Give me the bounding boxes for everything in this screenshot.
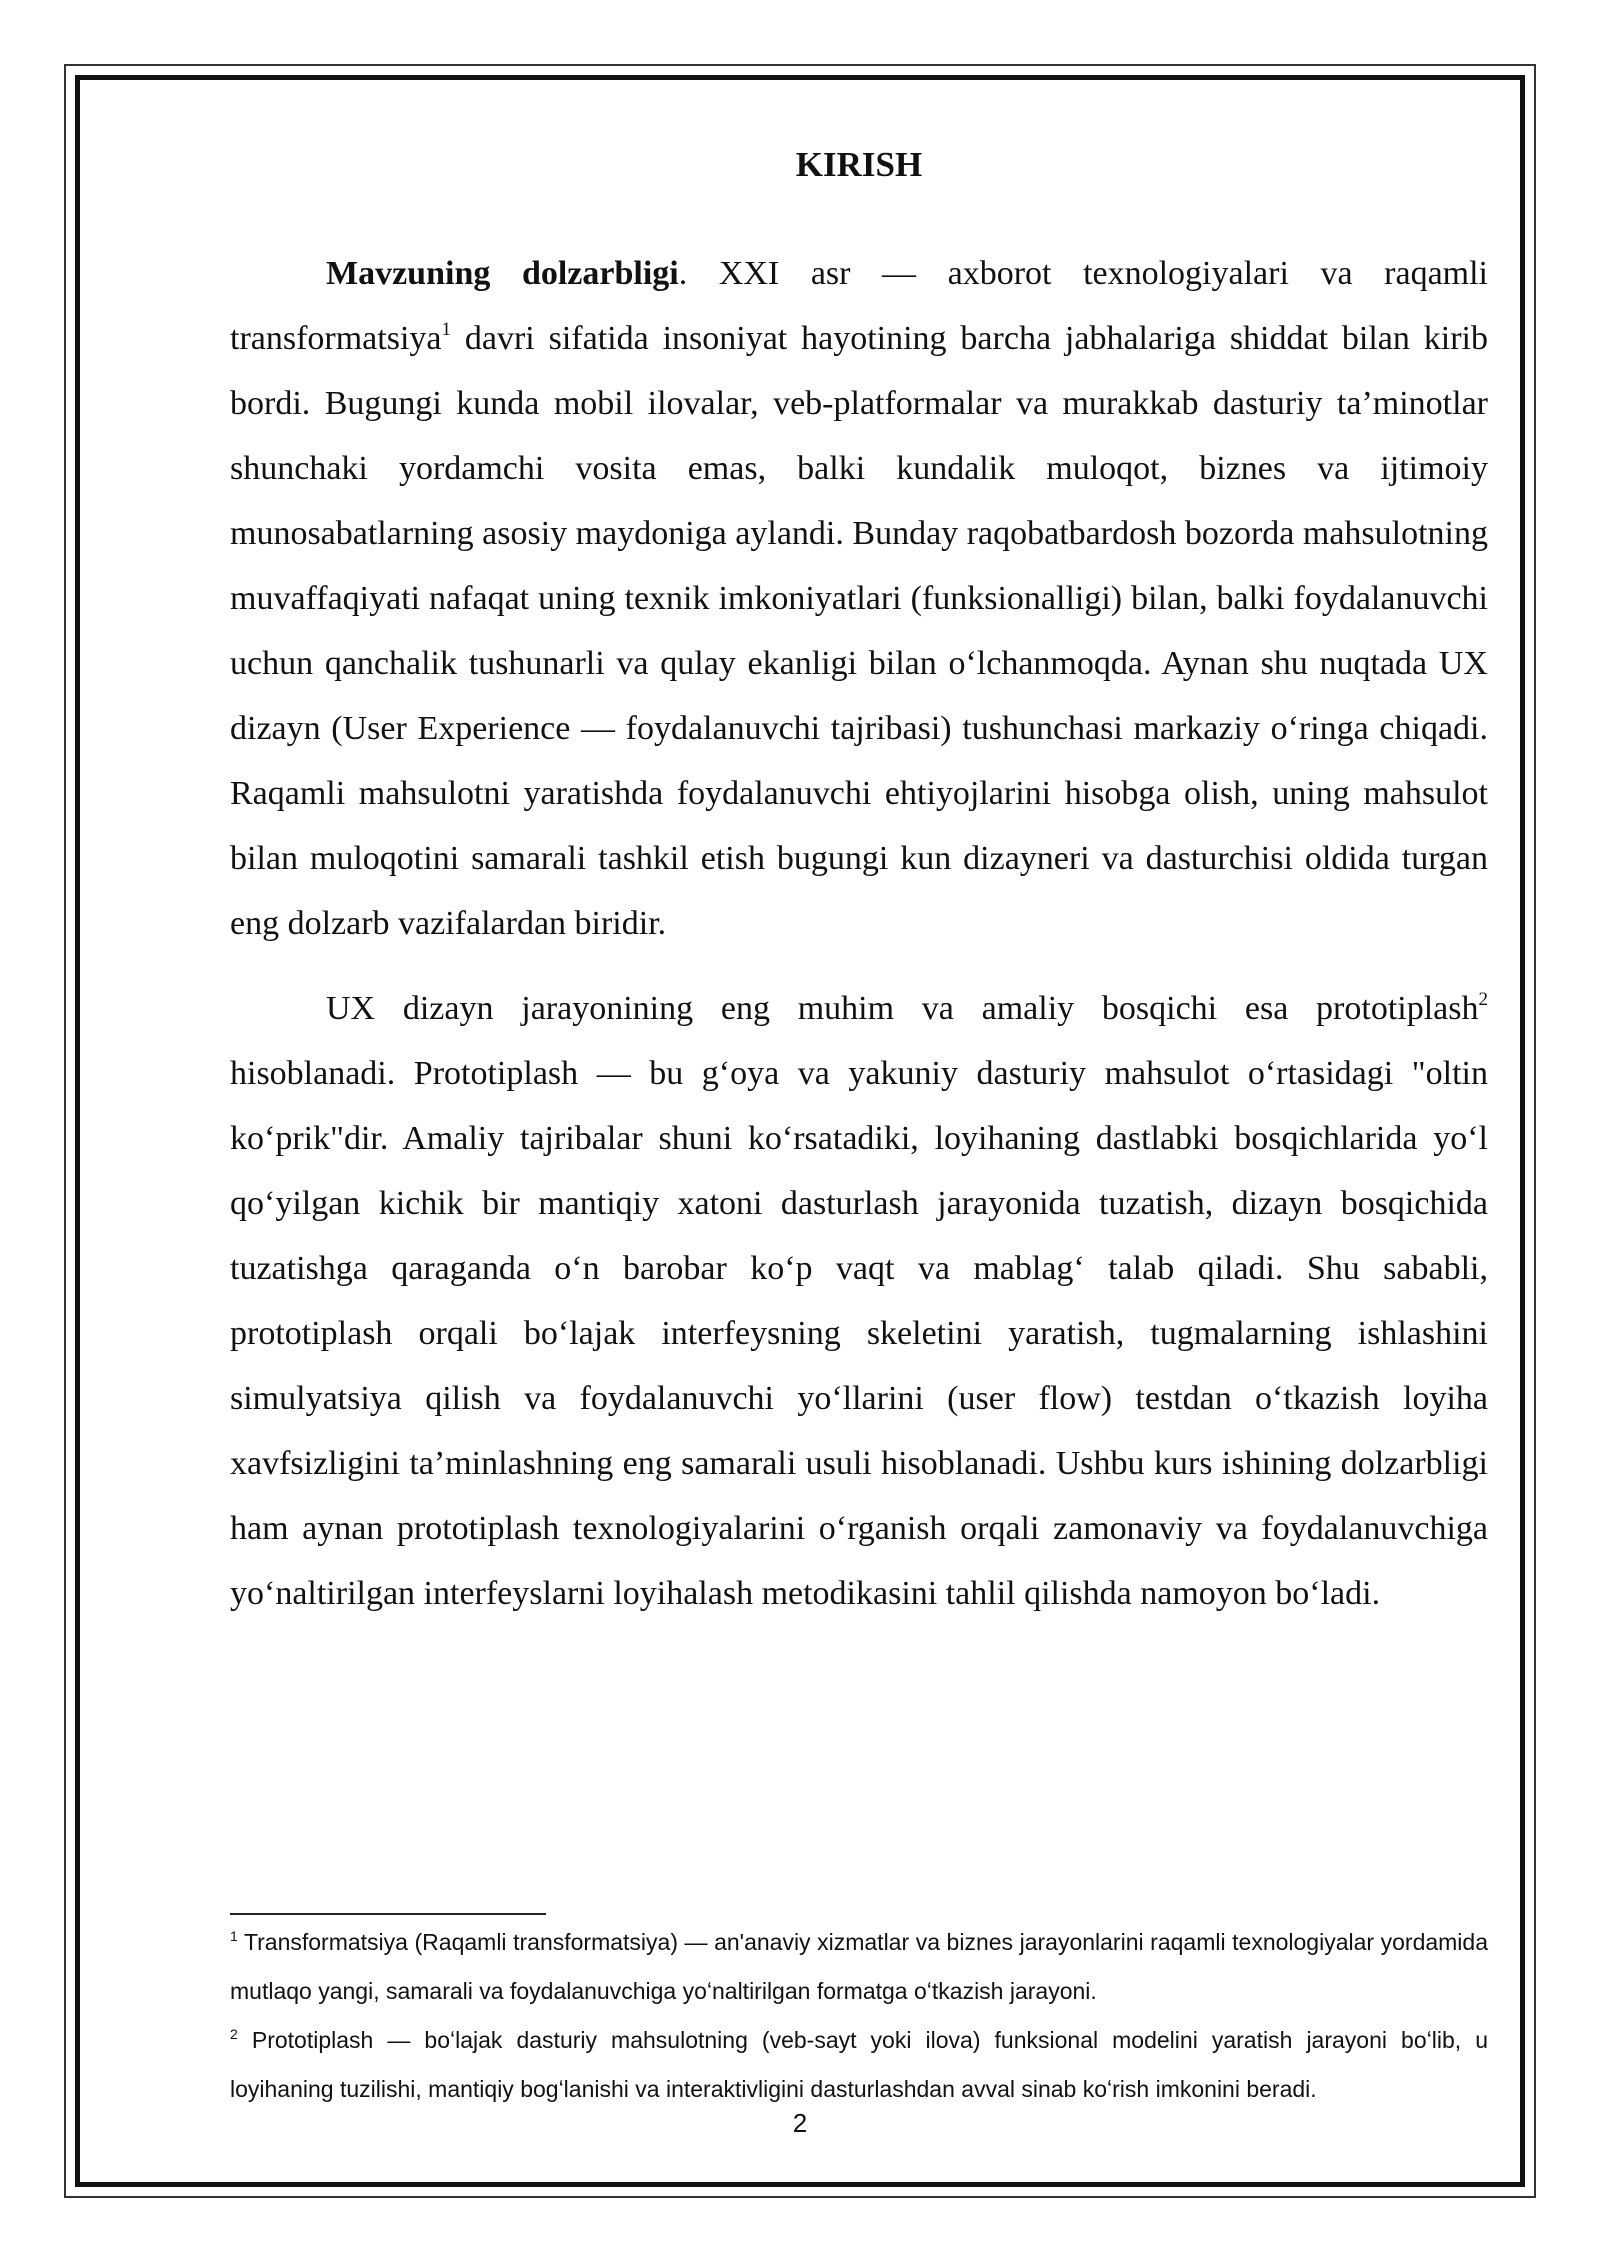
paragraph-prototyping bbox=[230, 976, 1488, 1626]
paragraph-text: hisoblanadi. Prototiplash — bu gʻoya va yakuniy dasturiy mahsulot oʻrtasidagi "oltin koʻprik"dir. Amaliy tajribalar shuni koʻrsatadiki, loyihaning dastlabki bosqichlarida yoʻl qoʻyilgan kichik bir mantiqiy xatoni dasturlash jarayonida tuzatish, dizayn bosqichida tuzatishga qaraganda oʻn barobar koʻp vaqt va mablagʻ talab qiladi. Shu sababli, prototiplash orqali boʻlajak interfeysning skeletini yaratish, tugmalarning ishlashini simulyatsiya qilish va foydalanuvchi yoʻllarini (user flow) testdan oʻtkazish loyiha xavfsizligini ta’minlashning eng samarali usuli hisoblanadi. Ushbu kurs ishining dolzarbligi ham aynan prototiplash texnologiyalarini oʻrganish orqali zamonaviy va foydalanuvchiga yoʻnaltirilgan interfeyslarni loyihalash metodikasini tahlil qilishda namoyon boʻladi. bbox=[230, 1055, 1488, 1612]
footnote-number: 1 bbox=[230, 1928, 238, 1944]
footnote-text: Prototiplash — boʻlajak dasturiy mahsulotning (veb-sayt yoki ilova) funksional modelini yaratish jarayoni boʻlib, u loyihaning tuzilishi, mantiqiy bogʻlanishi va interaktivligini dasturlashdan avval sinab koʻrish imkonini beradi. bbox=[230, 2027, 1488, 2102]
page-body bbox=[230, 145, 1488, 1626]
footnote bbox=[230, 2016, 1488, 2114]
page-number: 2 bbox=[792, 2108, 808, 2138]
footnote-text: Transformatsiya (Raqamli transformatsiya) — an'anaviy xizmatlar va biznes jarayonlarini raqamli texnologiyalar yordamida mutlaqo yangi, samarali va foydalanuvchiga yoʻnaltirilgan formatga oʻtkazish jarayoni. bbox=[230, 1929, 1488, 2004]
paragraph-lead: Mavzuning dolzarbligi bbox=[326, 255, 679, 292]
footnote-separator bbox=[230, 1913, 546, 1915]
footnote-ref[interactable]: 2 bbox=[1478, 989, 1488, 1010]
footnote-number: 2 bbox=[230, 2026, 238, 2042]
footnote-ref[interactable]: 1 bbox=[441, 319, 451, 340]
footnote bbox=[230, 1918, 1488, 2016]
paragraph-relevance bbox=[230, 241, 1488, 956]
paragraph-text: UX dizayn jarayonining eng muhim va amaliy bosqichi esa prototiplash bbox=[326, 990, 1479, 1027]
paragraph-text: davri sifatida insoniyat hayotining barcha jabhalariga shiddat bilan kirib bordi. Bugungi kunda mobil ilovalar, veb-platformalar va murakkab dasturiy ta’minotlar shunchaki yordamchi vosita emas, balki kundalik muloqot, biznes va ijtimoiy munosabatlarning asosiy maydoniga aylandi. Bunday raqobatbardosh bozorda mahsulotning muvaffaqiyati nafaqat uning texnik imkoniyatlari (funksionalligi) bilan, balki foydalanuvchi uchun qanchalik tushunarli va qulay ekanligi bilan oʻlchanmoqda. Aynan shu nuqtada UX dizayn (User Experience — foydalanuvchi tajribasi) tushunchasi markaziy oʻringa chiqadi. Raqamli mahsulotni yaratishda foydalanuvchi ehtiyojlarini hisobga olish, uning mahsulot bilan muloqotini samarali tashkil etish bugungi kun dizayneri va dasturchisi oldida turgan eng dolzarb vazifalardan biridir. bbox=[230, 320, 1488, 942]
section-title: KIRISH bbox=[795, 145, 923, 184]
paragraph-text: . XXI asr — axborot texnologiyalari va raqamli transformatsiya bbox=[230, 255, 1489, 357]
footnotes bbox=[230, 1918, 1488, 2114]
